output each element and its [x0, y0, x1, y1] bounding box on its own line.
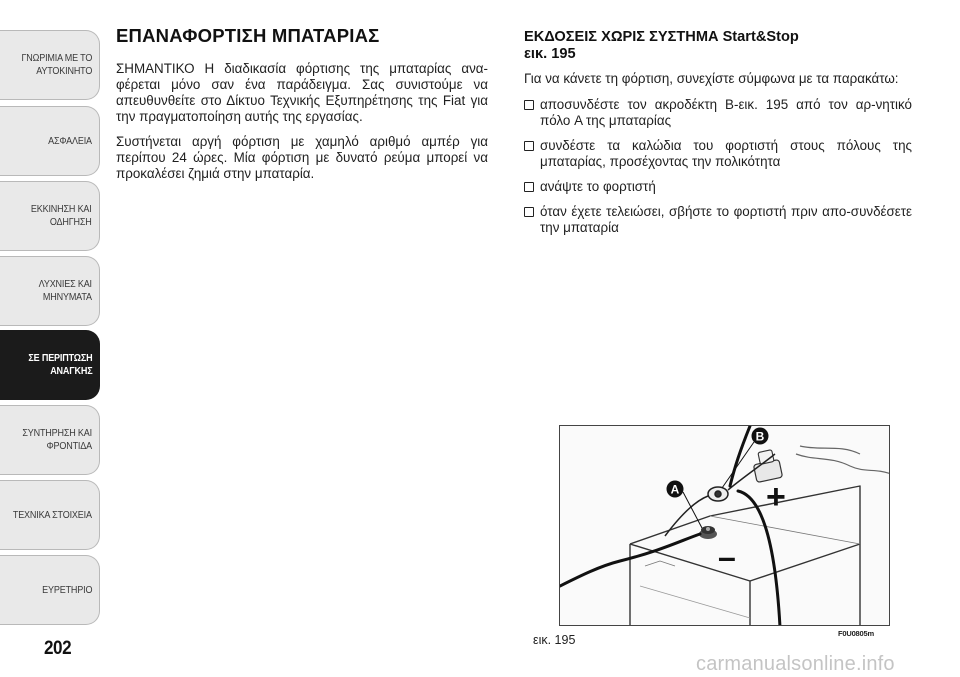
tab-label: ΑΣΦΑΛΕΙΑ: [48, 134, 92, 147]
tab-label: ΣΕ ΠΕΡΙΠΤΩΣΗ ΑΝΑΓΚΗΣ: [27, 352, 92, 377]
important-paragraph: ΣΗΜΑΝΤΙΚΟ Η διαδικασία φόρτισης της μπαταρίας ανα-φέρεται μόνο σαν ένα παράδειγμα. Σας συνιστούμε να απευθυνθείτε στο Δίκτυο Τεχνικής Εξυπηρέτησης της Fiat για την πραγματοποίηση αυτής της εργασίας.: [116, 61, 488, 124]
subsection-title: [524, 29, 912, 63]
tab-index[interactable]: [0, 555, 100, 625]
tab-technical-data[interactable]: [0, 480, 100, 550]
cable-b: [730, 426, 750, 486]
step-text: ανάψτε το φορτιστή: [540, 179, 656, 194]
checkbox-bullet-icon: [524, 207, 534, 217]
subsection-figure-ref: εικ. 195: [524, 46, 576, 62]
step-text: αποσυνδέστε τον ακροδέκτη B-εικ. 195 από τον αρ-νητικό πόλο A της μπαταρίας: [540, 97, 912, 128]
tab-emergency[interactable]: [0, 330, 100, 400]
charging-paragraph: Συστήνεται αργή φόρτιση με χαμηλό αριθμό αμπέρ για περίπου 24 ώρες. Μία φόρτιση με δυνατό ρεύμα μπορεί να προκαλέσει ζημιά στην μπαταρία.: [116, 134, 488, 181]
tab-starting-driving[interactable]: [0, 181, 100, 251]
battery-illustration: [560, 426, 890, 626]
tab-label: ΛΥΧΝΙΕΣ ΚΑΙ ΜΗΝΥΜΑΤΑ: [38, 278, 92, 303]
page-number: 202: [44, 638, 72, 659]
steps-list: [524, 97, 912, 236]
tab-warning-lights[interactable]: [0, 256, 100, 326]
list-item: [524, 179, 912, 195]
label-b: B: [755, 429, 765, 444]
battery-figure: [559, 425, 890, 626]
step-text: όταν έχετε τελειώσει, σβήστε το φορτιστή πριν απο-συνδέσετε την μπαταρία: [540, 204, 912, 235]
list-item: [524, 204, 912, 236]
section-title: ΕΠΑΝΑΦΟΡΤΙΣΗ ΜΠΑΤΑΡΙΑΣ: [116, 25, 380, 46]
minus-sign: –: [718, 539, 736, 575]
section-tabs: [0, 0, 103, 630]
tab-maintenance[interactable]: [0, 405, 100, 475]
checkbox-bullet-icon: [524, 100, 534, 110]
list-item: [524, 97, 912, 129]
tab-label: ΓΝΩΡΙΜΙΑ ΜΕ ΤΟ ΑΥΤΟΚΙΝΗΤΟ: [21, 52, 92, 77]
tab-label: ΣΥΝΤΗΡΗΣΗ ΚΑΙ ΦΡΟΝΤΙΔΑ: [22, 427, 92, 452]
tab-label: ΤΕΧΝΙΚΑ ΣΤΟΙΧΕΙΑ: [13, 508, 92, 521]
battery-top-right-edge: [750, 544, 860, 581]
plus-sign: +: [766, 478, 786, 516]
list-item: [524, 138, 912, 170]
watermark: carmanualsonline.info: [696, 653, 895, 675]
tab-label: ΕΥΡΕΤΗΡΙΟ: [41, 583, 92, 596]
tab-getting-to-know[interactable]: [0, 30, 100, 100]
left-column: [116, 25, 488, 191]
figure-code: F0U0805m: [838, 629, 874, 638]
tab-safety[interactable]: [0, 106, 100, 176]
figure-caption: εικ. 195: [533, 633, 576, 647]
checkbox-bullet-icon: [524, 182, 534, 192]
clamp-b: [665, 454, 775, 536]
checkbox-bullet-icon: [524, 141, 534, 151]
step-text: συνδέστε τα καλώδια του φορτιστή στους πόλους της μπαταρίας, προσέχοντας την πολικότητα: [540, 138, 912, 169]
right-column: [524, 29, 912, 245]
instructions-intro: Για να κάνετε τη φόρτιση, συνεχίστε σύμφωνα με τα παρακάτω:: [524, 71, 899, 86]
tab-label: ΕΚΚΙΝΗΣΗ ΚΑΙ ΟΔΗΓΗΣΗ: [31, 203, 92, 228]
label-a: A: [670, 482, 680, 497]
subsection-title-text: ΕΚΔΟΣΕΙΣ ΧΩΡΙΣ ΣΥΣΤΗΜΑ Start&Stop: [524, 29, 799, 45]
